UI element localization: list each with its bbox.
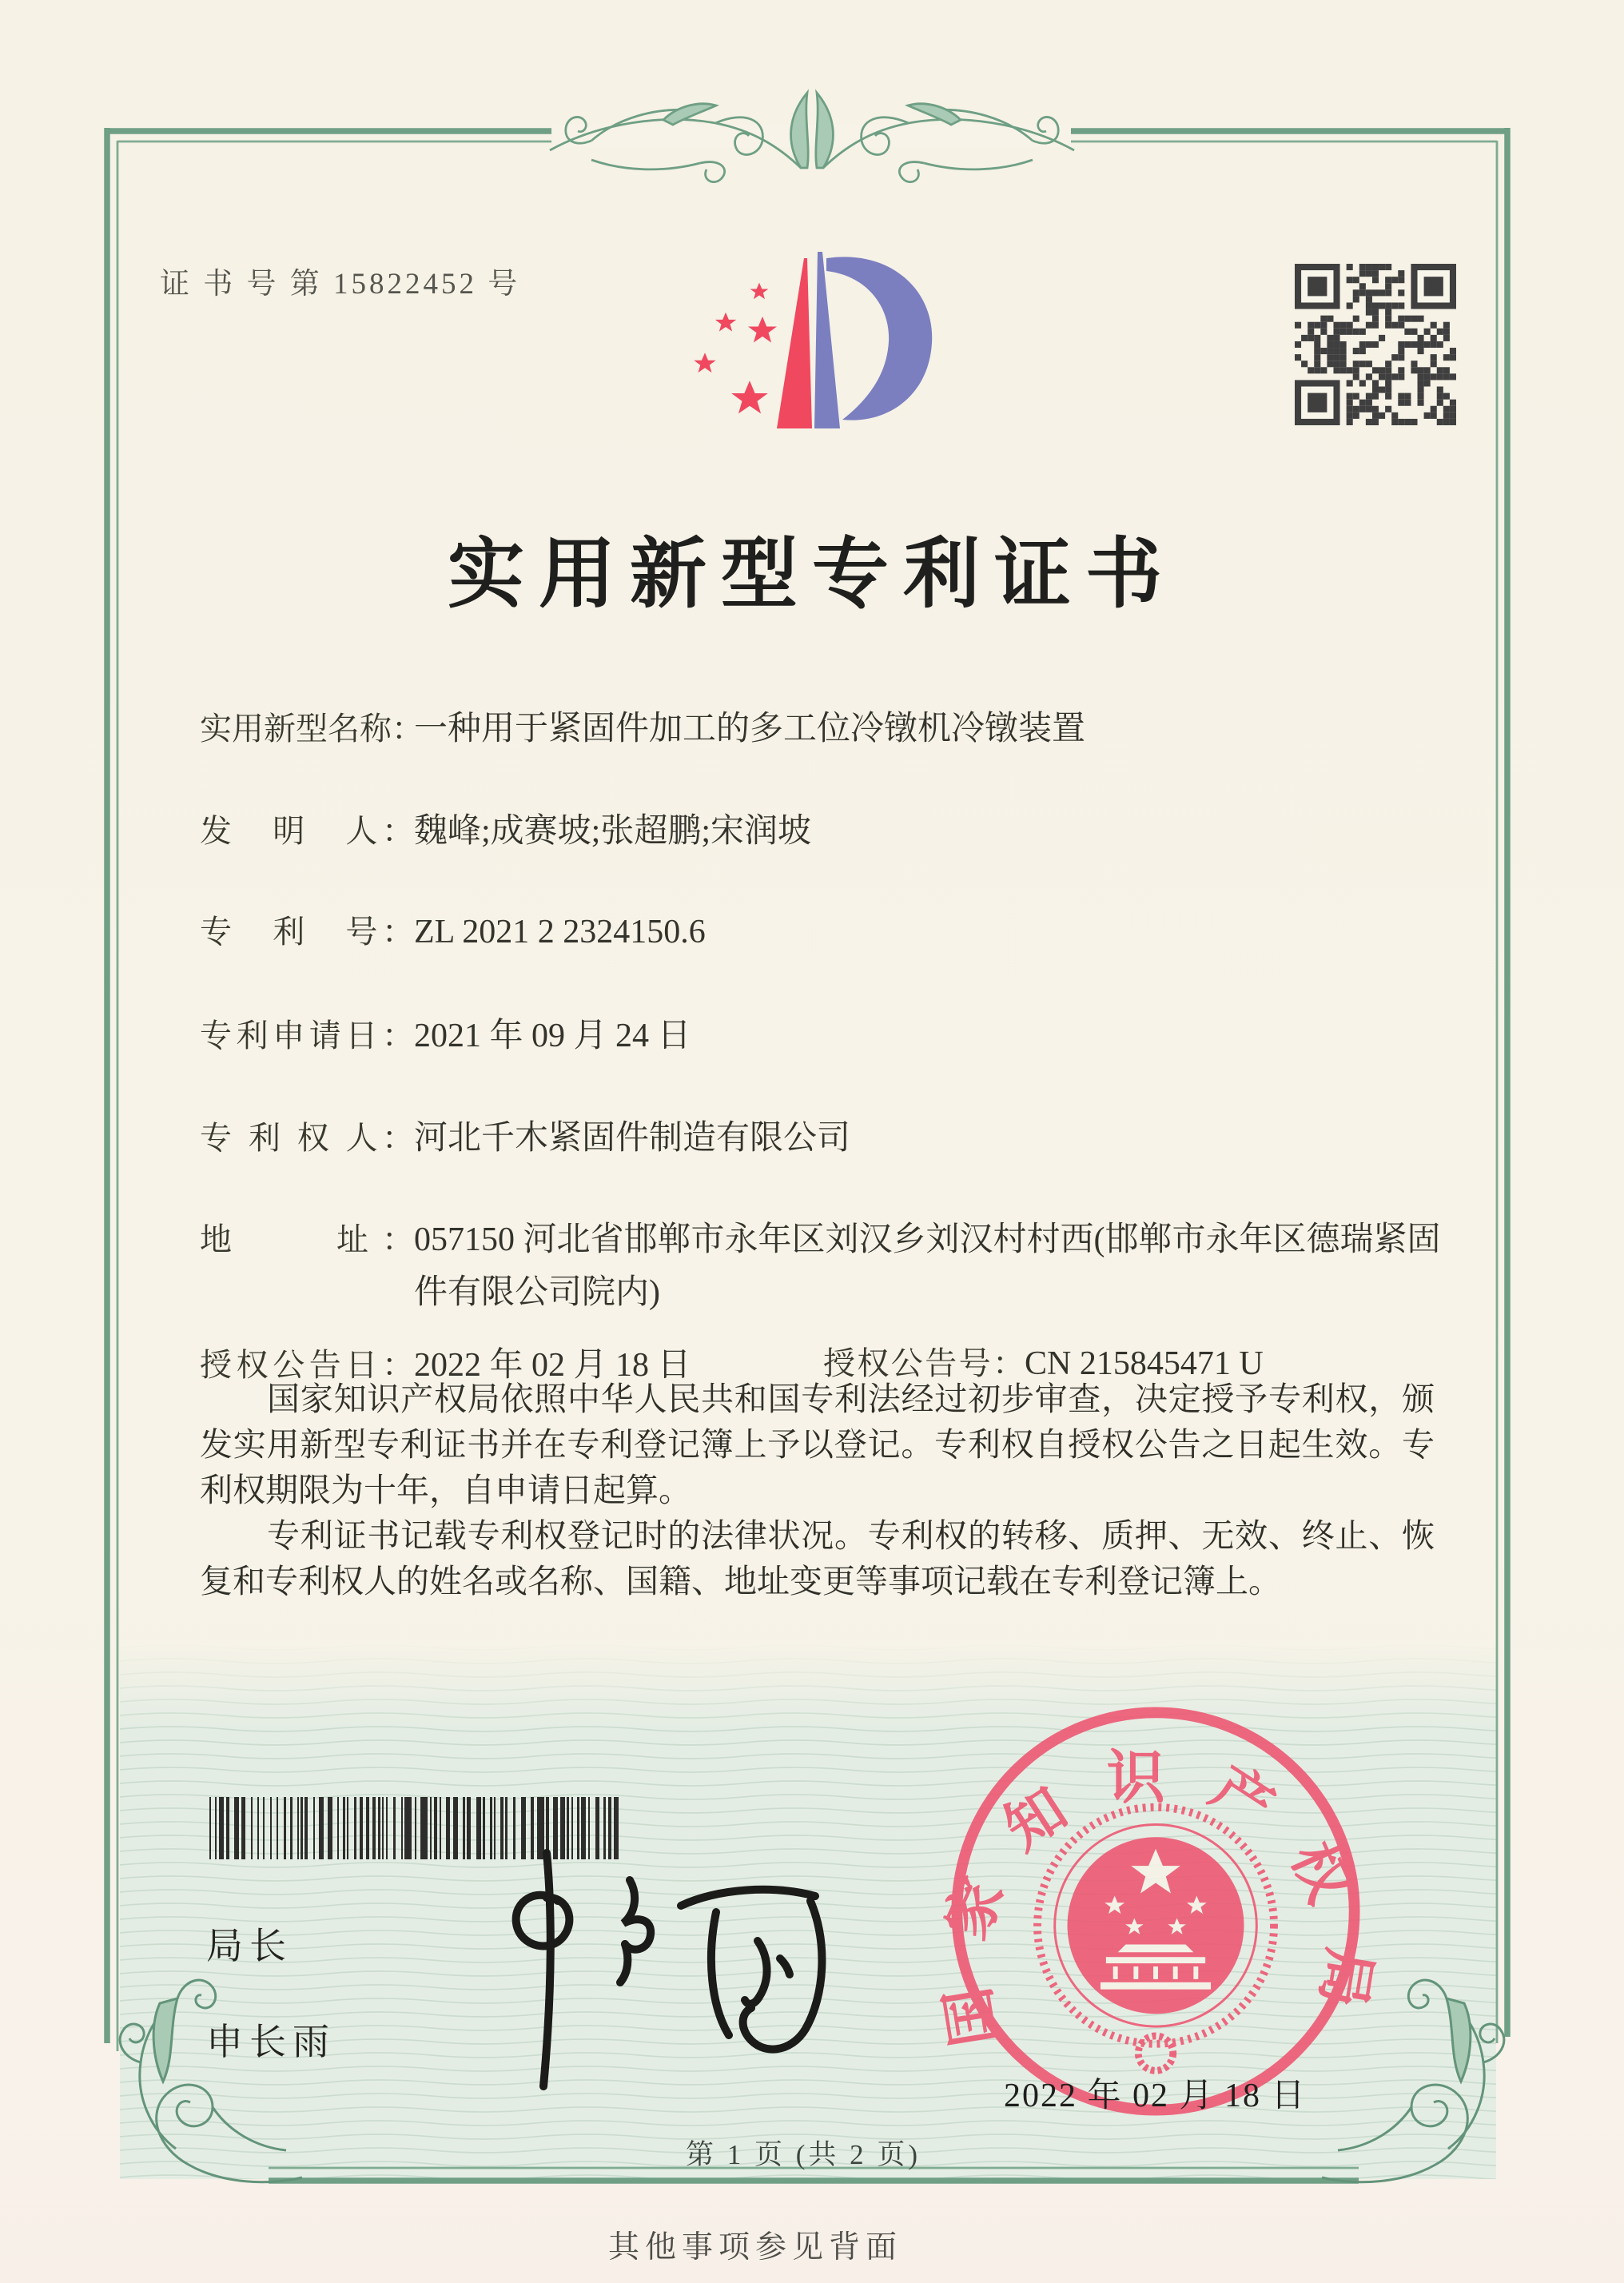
back-note: 其他事项参见背面 [607, 2230, 903, 2265]
field-row-inventors [200, 804, 811, 852]
body-paragraph-1: 国家知识产权局依照中华人民共和国专利法经过初步审查，决定授予专利权，颁发实用新型专利证书并在专利登记簿上予以登记。专利权自授权公告之日起生效。专利权期限为十年，自申请日起算。 [200, 1381, 1435, 1508]
cert-number: 证 书 号 第 15822452 号 [160, 268, 521, 301]
field-row-address [200, 1213, 1445, 1319]
field-label: 地 址： [200, 1221, 414, 1257]
national-emblem-icon [1037, 1807, 1274, 2071]
corner-ornament-left [80, 1960, 305, 2200]
logo-stars-icon [694, 283, 777, 414]
director-title: 局长 [206, 1926, 293, 1966]
field-row-patentee [200, 1111, 850, 1159]
legal-text [200, 1377, 1435, 1604]
field-value: 魏峰;成赛坡;张超鹏;宋润坡 [414, 813, 812, 850]
field-value: 057150 河北省邯郸市永年区刘汉乡刘汉村村西(邯郸市永年区德瑞紧固件有限公司院内) [414, 1221, 1441, 1311]
director-name: 申长雨 [206, 2022, 336, 2062]
field-label: 授权公告日： [200, 1347, 414, 1383]
logo-blade-icon [777, 258, 812, 428]
body-paragraph-2: 专利证书记载专利权登记时的法律状况。专利权的转移、质押、无效、终止、恢复和专利权人的姓名或名称、国籍、地址变更等事项记载在专利登记簿上。 [200, 1517, 1435, 1600]
field-value: 河北千木紧固件制造有限公司 [414, 1120, 851, 1157]
field-label: 发 明 人： [200, 813, 414, 849]
field-label: 授权公告号： [823, 1345, 1025, 1381]
seal-ring-text: 国家知识产权局 [929, 1745, 1383, 2051]
field-row-patent-no [200, 906, 706, 952]
field-value: 2022 年 02 月 18 日 [414, 1347, 691, 1384]
field-value: 2021 年 09 月 24 日 [414, 1018, 691, 1054]
page-number: 第 1 页 (共 2 页) [685, 2139, 921, 2170]
top-ornament [543, 74, 1081, 201]
field-value: CN 215845471 U [1025, 1345, 1264, 1382]
field-row-name [200, 702, 1085, 750]
qr-code [1295, 264, 1456, 425]
field-label: 专 利 号： [200, 914, 414, 950]
field-label: 实用新型名称： [200, 711, 424, 747]
seal-date: 2022 年 02 月 18 日 [1004, 2078, 1307, 2114]
field-row-filing-date [200, 1009, 691, 1057]
logo-p-mark-icon [814, 252, 932, 428]
page-title: 实用新型专利证书 [448, 532, 1176, 617]
cnipa-logo [686, 234, 935, 439]
field-value: 一种用于紧固件加工的多工位冷镦机冷镦装置 [414, 711, 1086, 747]
field-label: 专 利 权 人： [200, 1120, 414, 1156]
director-signature [464, 1839, 839, 2102]
field-label: 专利申请日： [200, 1018, 414, 1054]
field-value: ZL 2021 2 2324150.6 [414, 914, 706, 950]
